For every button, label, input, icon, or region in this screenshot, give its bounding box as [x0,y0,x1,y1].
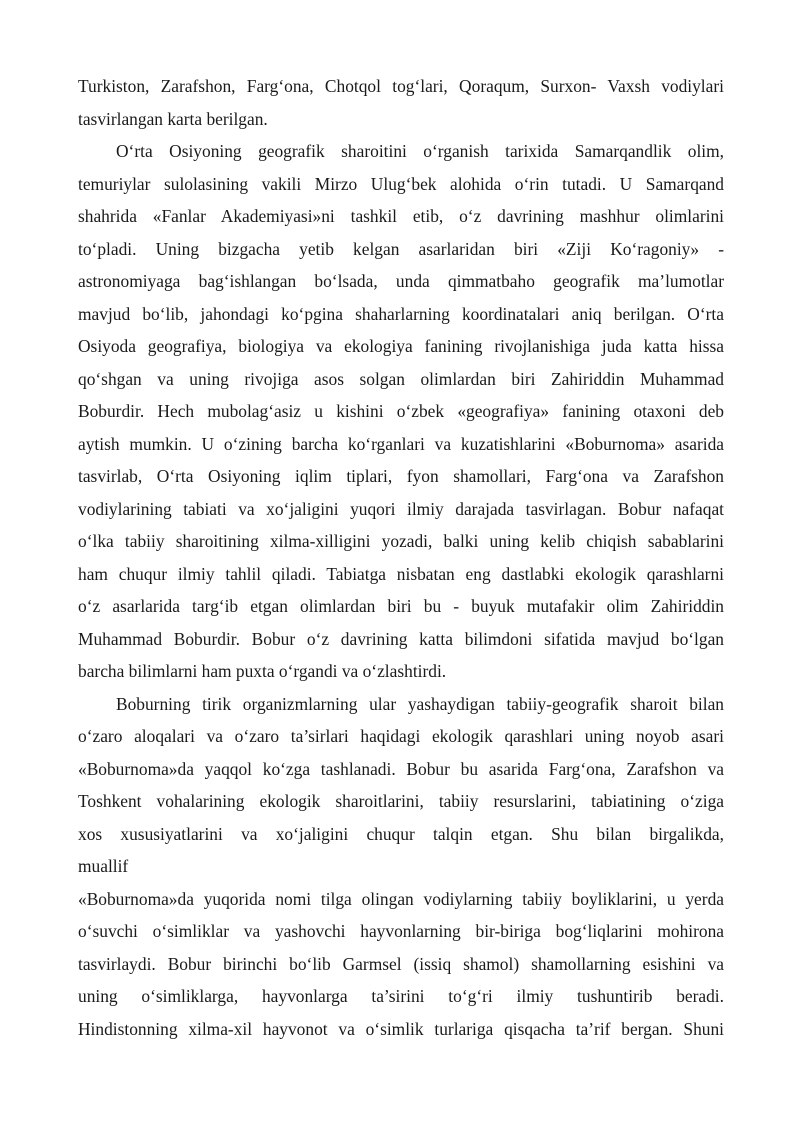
text-line: o‘lka tabiiy sharoitining xilma-xilligini yozadi, balki uning kelib chiqish sabablarini [78,531,724,551]
text-line: barcha bilimlarni ham puxta o‘rgandi va o‘zlashtirdi. [78,661,447,681]
text-line: temuriylar sulolasining vakili Mirzo Ulug‘bek alohida o‘rin tutadi. U Samarqand [78,173,724,194]
text-line: ham chuqur ilmiy tahlil qiladi. Tabiatga nisbatan eng dastlabki ekologik qarashlarni [78,563,724,584]
text-line: tasvirlangan karta berilgan. [78,108,268,129]
text-line: Boburdir. Hech mubolag‘asiz u kishini o‘zbek «geografiya» fanining otaxoni deb [78,401,724,421]
text-line: to‘pladi. Uning bizgacha yetib kelgan asarlaridan biri «Ziji Ko‘ragoniy» - [78,238,724,259]
text-line: Toshkent vohalarining ekologik sharoitlarini, tabiiy resurslarini, tabiatining o‘ziga [78,791,724,811]
text-line: aytish mumkin. U o‘zining barcha ko‘rganlari va kuzatishlarini «Boburnoma» asarida [78,433,724,454]
paragraph-ulugbek [78,135,724,688]
text-line: o‘z asarlarida targ‘ib etgan olimlardan biri bu - buyuk mutafakir olim Zahiriddin [78,596,724,616]
paragraph-boburnoma [78,688,724,883]
text-line: o‘zaro aloqalari va o‘zaro ta’sirlari haqidagi ekologik qarashlari uning noyob asari [78,726,724,746]
text-line: shahrida «Fanlar Akademiyasi»ni tashkil etib, o‘z davrining mashhur olimlarini [78,206,724,226]
text-line: «Boburnoma»da yuqorida nomi tilga olingan vodiylarning tabiiy boyliklarini, u yerda [78,888,724,909]
text-line: tasvirlab, O‘rta Osiyoning iqlim tiplari, fyon shamollari, Farg‘ona va Zarafshon [78,466,724,486]
text-line: Hindistonning xilma-xil hayvonot va o‘simlik turlariga qisqacha ta’rif bergan. Shuni [78,1018,724,1039]
paragraph-intro [78,70,724,135]
text-line: astronomiyaga bag‘ishlangan bo‘lsada, unda qimmatbaho geografik ma’lumotlar [78,271,724,291]
text-line: qo‘shgan va uning rivojiga asos solgan olimlardan biri Zahiriddin Muhammad [78,368,724,389]
paragraph-continuation [78,883,724,1046]
text-line: mavjud bo‘lib, jahondagi ko‘pgina shaharlarning koordinatalari aniq berilgan. O‘rta [78,303,724,324]
text-line: vodiylarining tabiati va xo‘jaligini yuqori ilmiy darajada tasvirlagan. Bobur nafaqat [78,498,724,519]
document-page [78,70,724,1045]
text-line: Boburning tirik organizmlarning ular yashaydigan tabiiy-geografik sharoit bilan [116,693,724,714]
text-line: O‘rta Osiyoning geografik sharoitini o‘rganish tarixida Samarqandlik olim, [116,141,724,161]
text-line: «Boburnoma»da yaqqol ko‘zga tashlanadi. Bobur bu asarida Farg‘ona, Zarafshon va [78,758,724,779]
text-line: xos xususiyatlarini va xo‘jaligini chuqur talqin etgan. Shu bilan birgalikda, [78,823,724,844]
text-line: tasvirlaydi. Bobur birinchi bo‘lib Garmsel (issiq shamol) shamollarning esishini va [78,953,724,974]
text-line: muallif [78,856,129,876]
text-line: Muhammad Boburdir. Bobur o‘z davrining katta bilimdoni sifatida mavjud bo‘lgan [78,628,724,649]
text-line: Turkiston, Zarafshon, Farg‘ona, Chotqol tog‘lari, Qoraqum, Surxon- Vaxsh vodiylari [78,76,724,96]
text-line: uning o‘simliklarga, hayvonlarga ta’sirini to‘g‘ri ilmiy tushuntirib beradi. [78,986,724,1006]
text-line: Osiyoda geografiya, biologiya va ekologiya fanining rivojlanishiga juda katta hissa [78,336,724,356]
text-line: o‘suvchi o‘simliklar va yashovchi hayvonlarning bir-biriga bog‘liqlarini mohirona [78,921,724,941]
